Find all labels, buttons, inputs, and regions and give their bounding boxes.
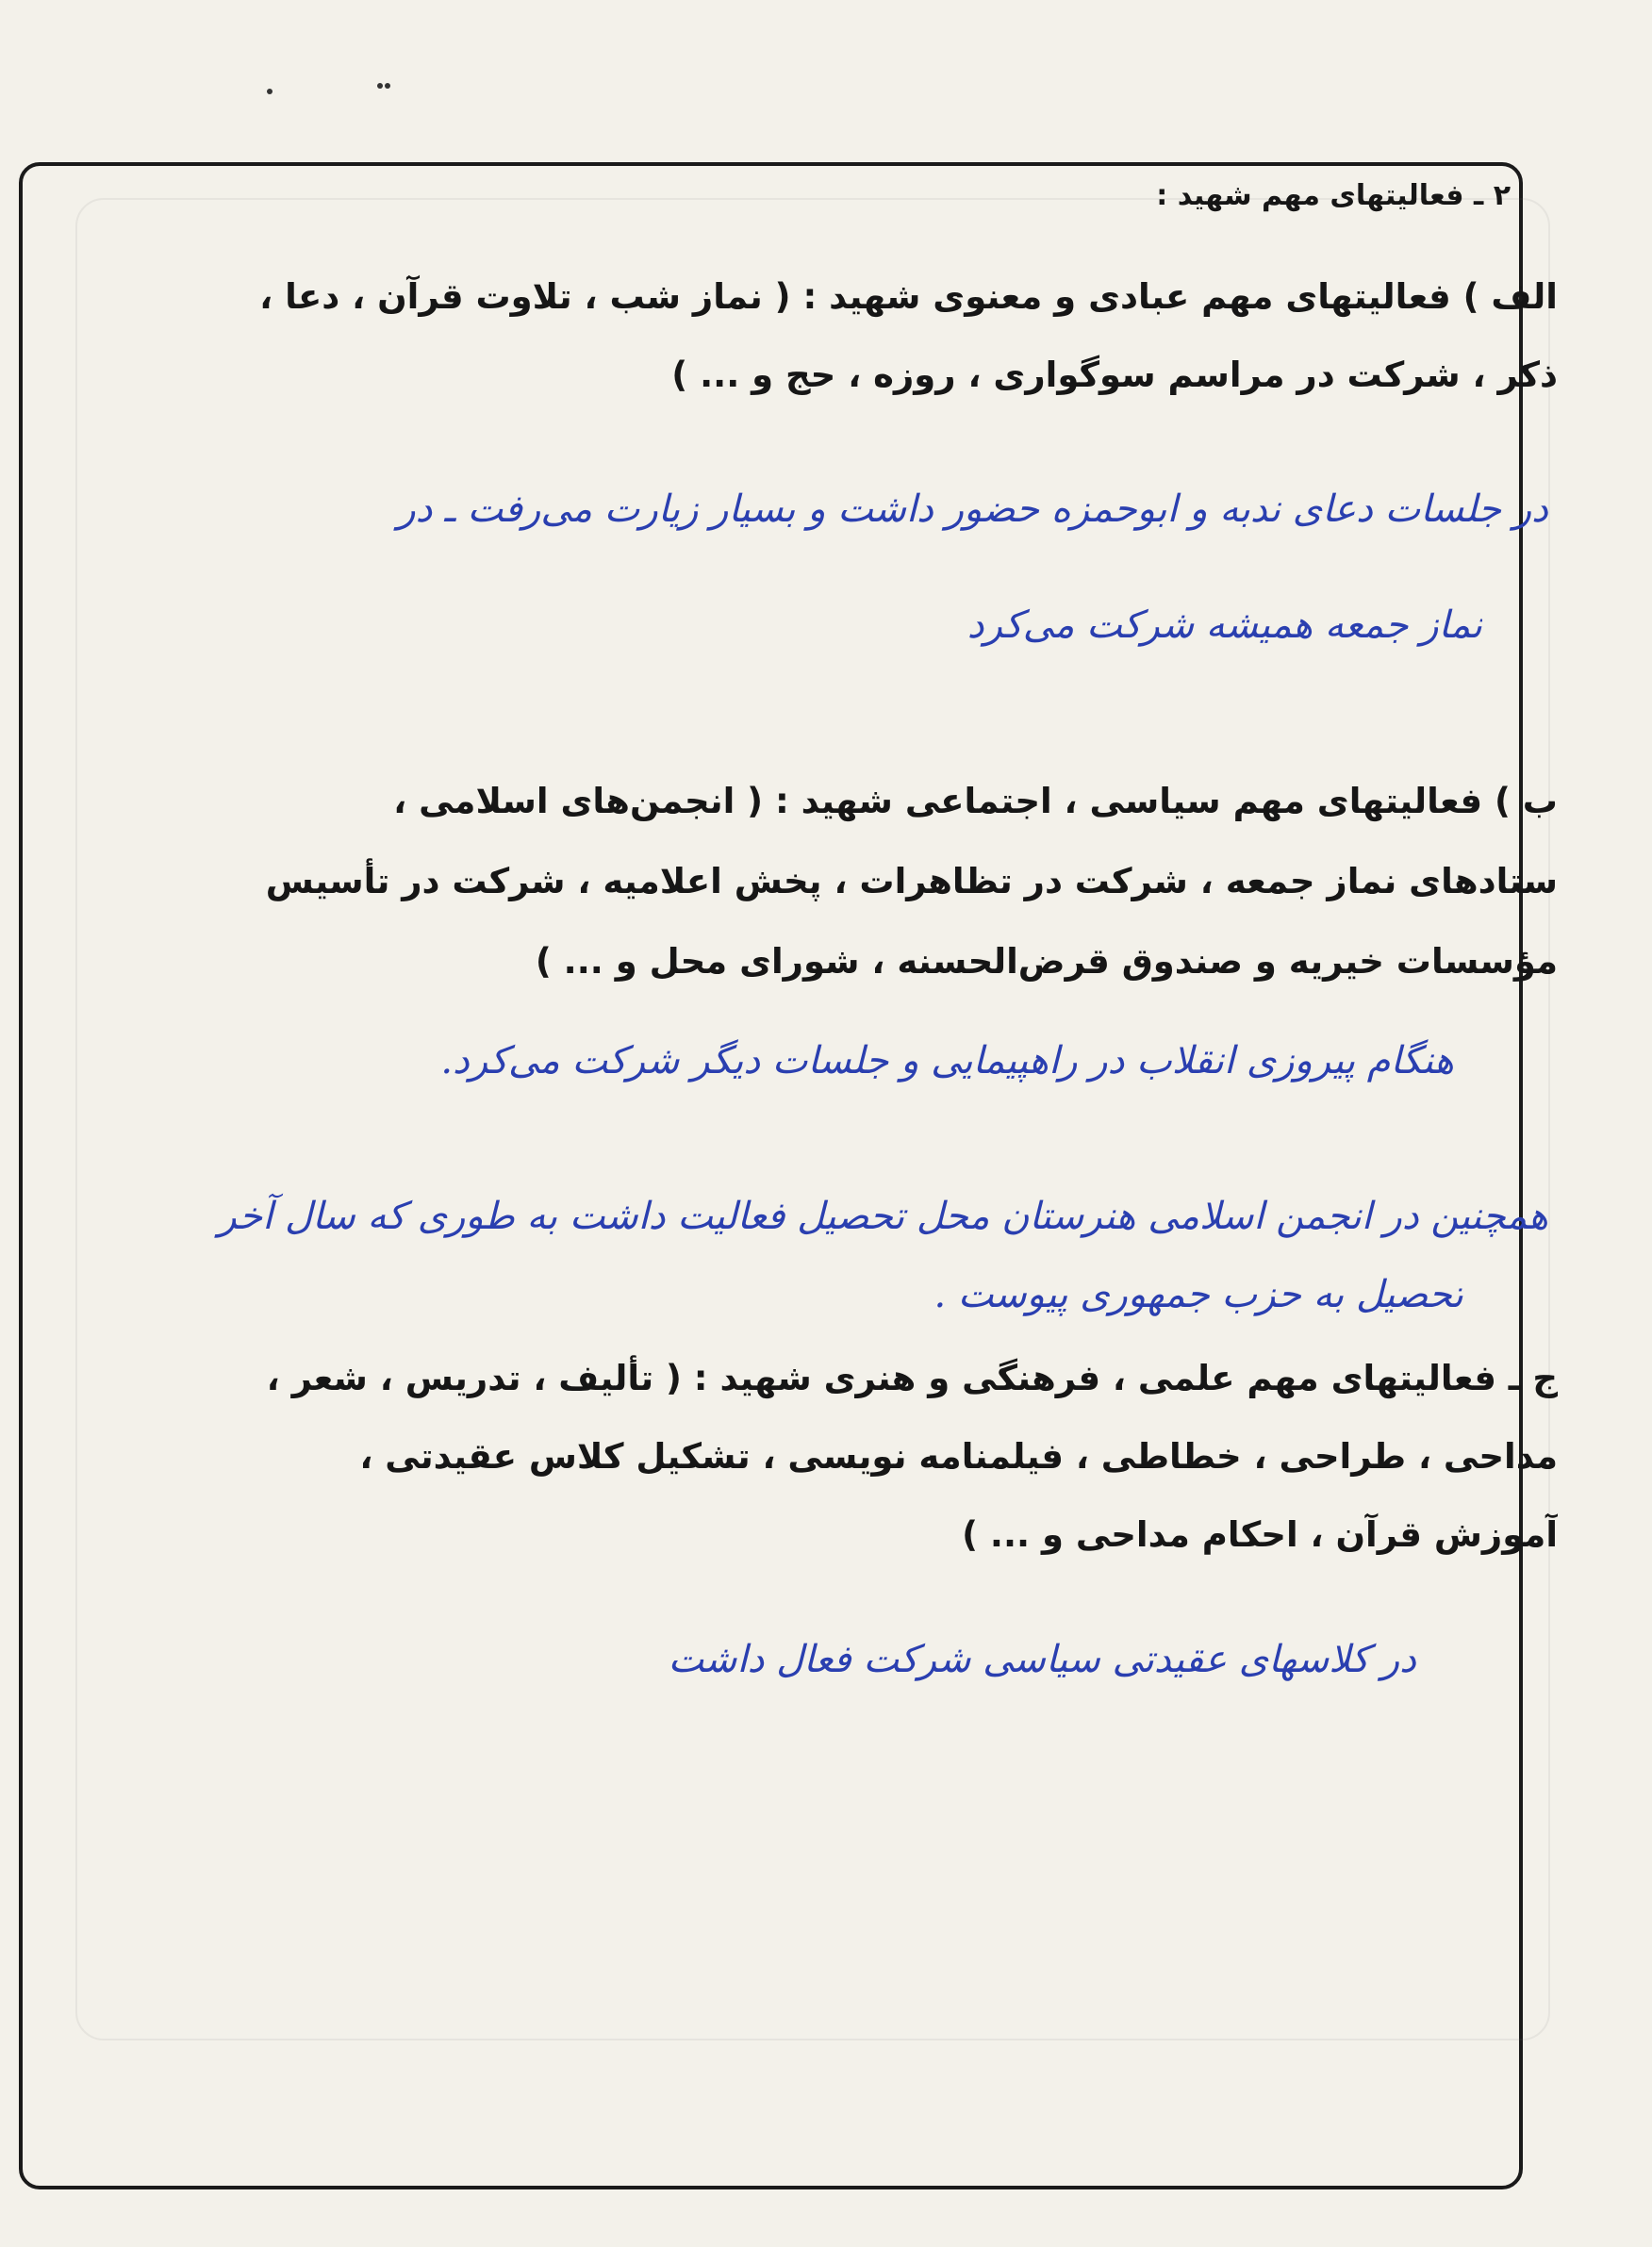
section-a-line-1: الف ) فعالیتهای مهم عبادی و معنوی شهید : ( نماز شب ، تلاوت قرآن ، دعا ، (259, 276, 1558, 317)
section-c-line-1: ج ـ فعالیتهای مهم علمی ، فرهنگی و هنری شهید : ( تألیف ، تدریس ، شعر ، (266, 1358, 1558, 1398)
section-heading: ۲ ـ فعالیتهای مهم شهید : (1156, 179, 1511, 212)
handwritten-note-b-2: همچنین در انجمن اسلامی هنرستان محل تحصیل فعالیت داشت به طوری که سال آخر (218, 1195, 1548, 1238)
scan-speck (267, 89, 273, 94)
section-a-line-2: ذکر ، شرکت در مراسم سوگواری ، روزه ، حج و ... ) (671, 355, 1558, 395)
section-c-line-3: آموزش قرآن ، احکام مداحی و ... ) (962, 1514, 1558, 1555)
section-c-line-2: مداحی ، طراحی ، خطاطی ، فیلمنامه نویسی ، تشکیل کلاس عقیدتی ، (359, 1436, 1558, 1477)
section-b-line-2: ستادهای نماز جمعه ، شرکت در تظاهرات ، پخش اعلامیه ، شرکت در تأسیس (265, 861, 1558, 901)
handwritten-note-b-1: هنگام پیروزی انقلاب در راهپیمایی و جلسات دیگر شرکت می‌کرد. (440, 1039, 1454, 1082)
handwritten-note-a-2: نماز جمعه همیشه شرکت می‌کرد (966, 603, 1482, 647)
bleed-through-frame (75, 198, 1550, 2040)
handwritten-note-b-3: تحصیل به حزب جمهوری پیوست . (933, 1273, 1463, 1316)
scan-speck (385, 83, 390, 89)
scan-speck (377, 83, 383, 89)
section-b-line-1: ب ) فعالیتهای مهم سیاسی ، اجتماعی شهید : ( انجمن‌های اسلامی ، (393, 781, 1558, 821)
handwritten-note-a-1: در جلسات دعای ندبه و ابوحمزه حضور داشت و بسیار زیارت می‌رفت ـ در (397, 487, 1548, 531)
handwritten-note-c-1: در کلاسهای عقیدتی سیاسی شرکت فعال داشت (668, 1638, 1416, 1681)
section-b-line-3: مؤسسات خیریه و صندوق قرض‌الحسنه ، شورای محل و ... ) (535, 941, 1558, 982)
